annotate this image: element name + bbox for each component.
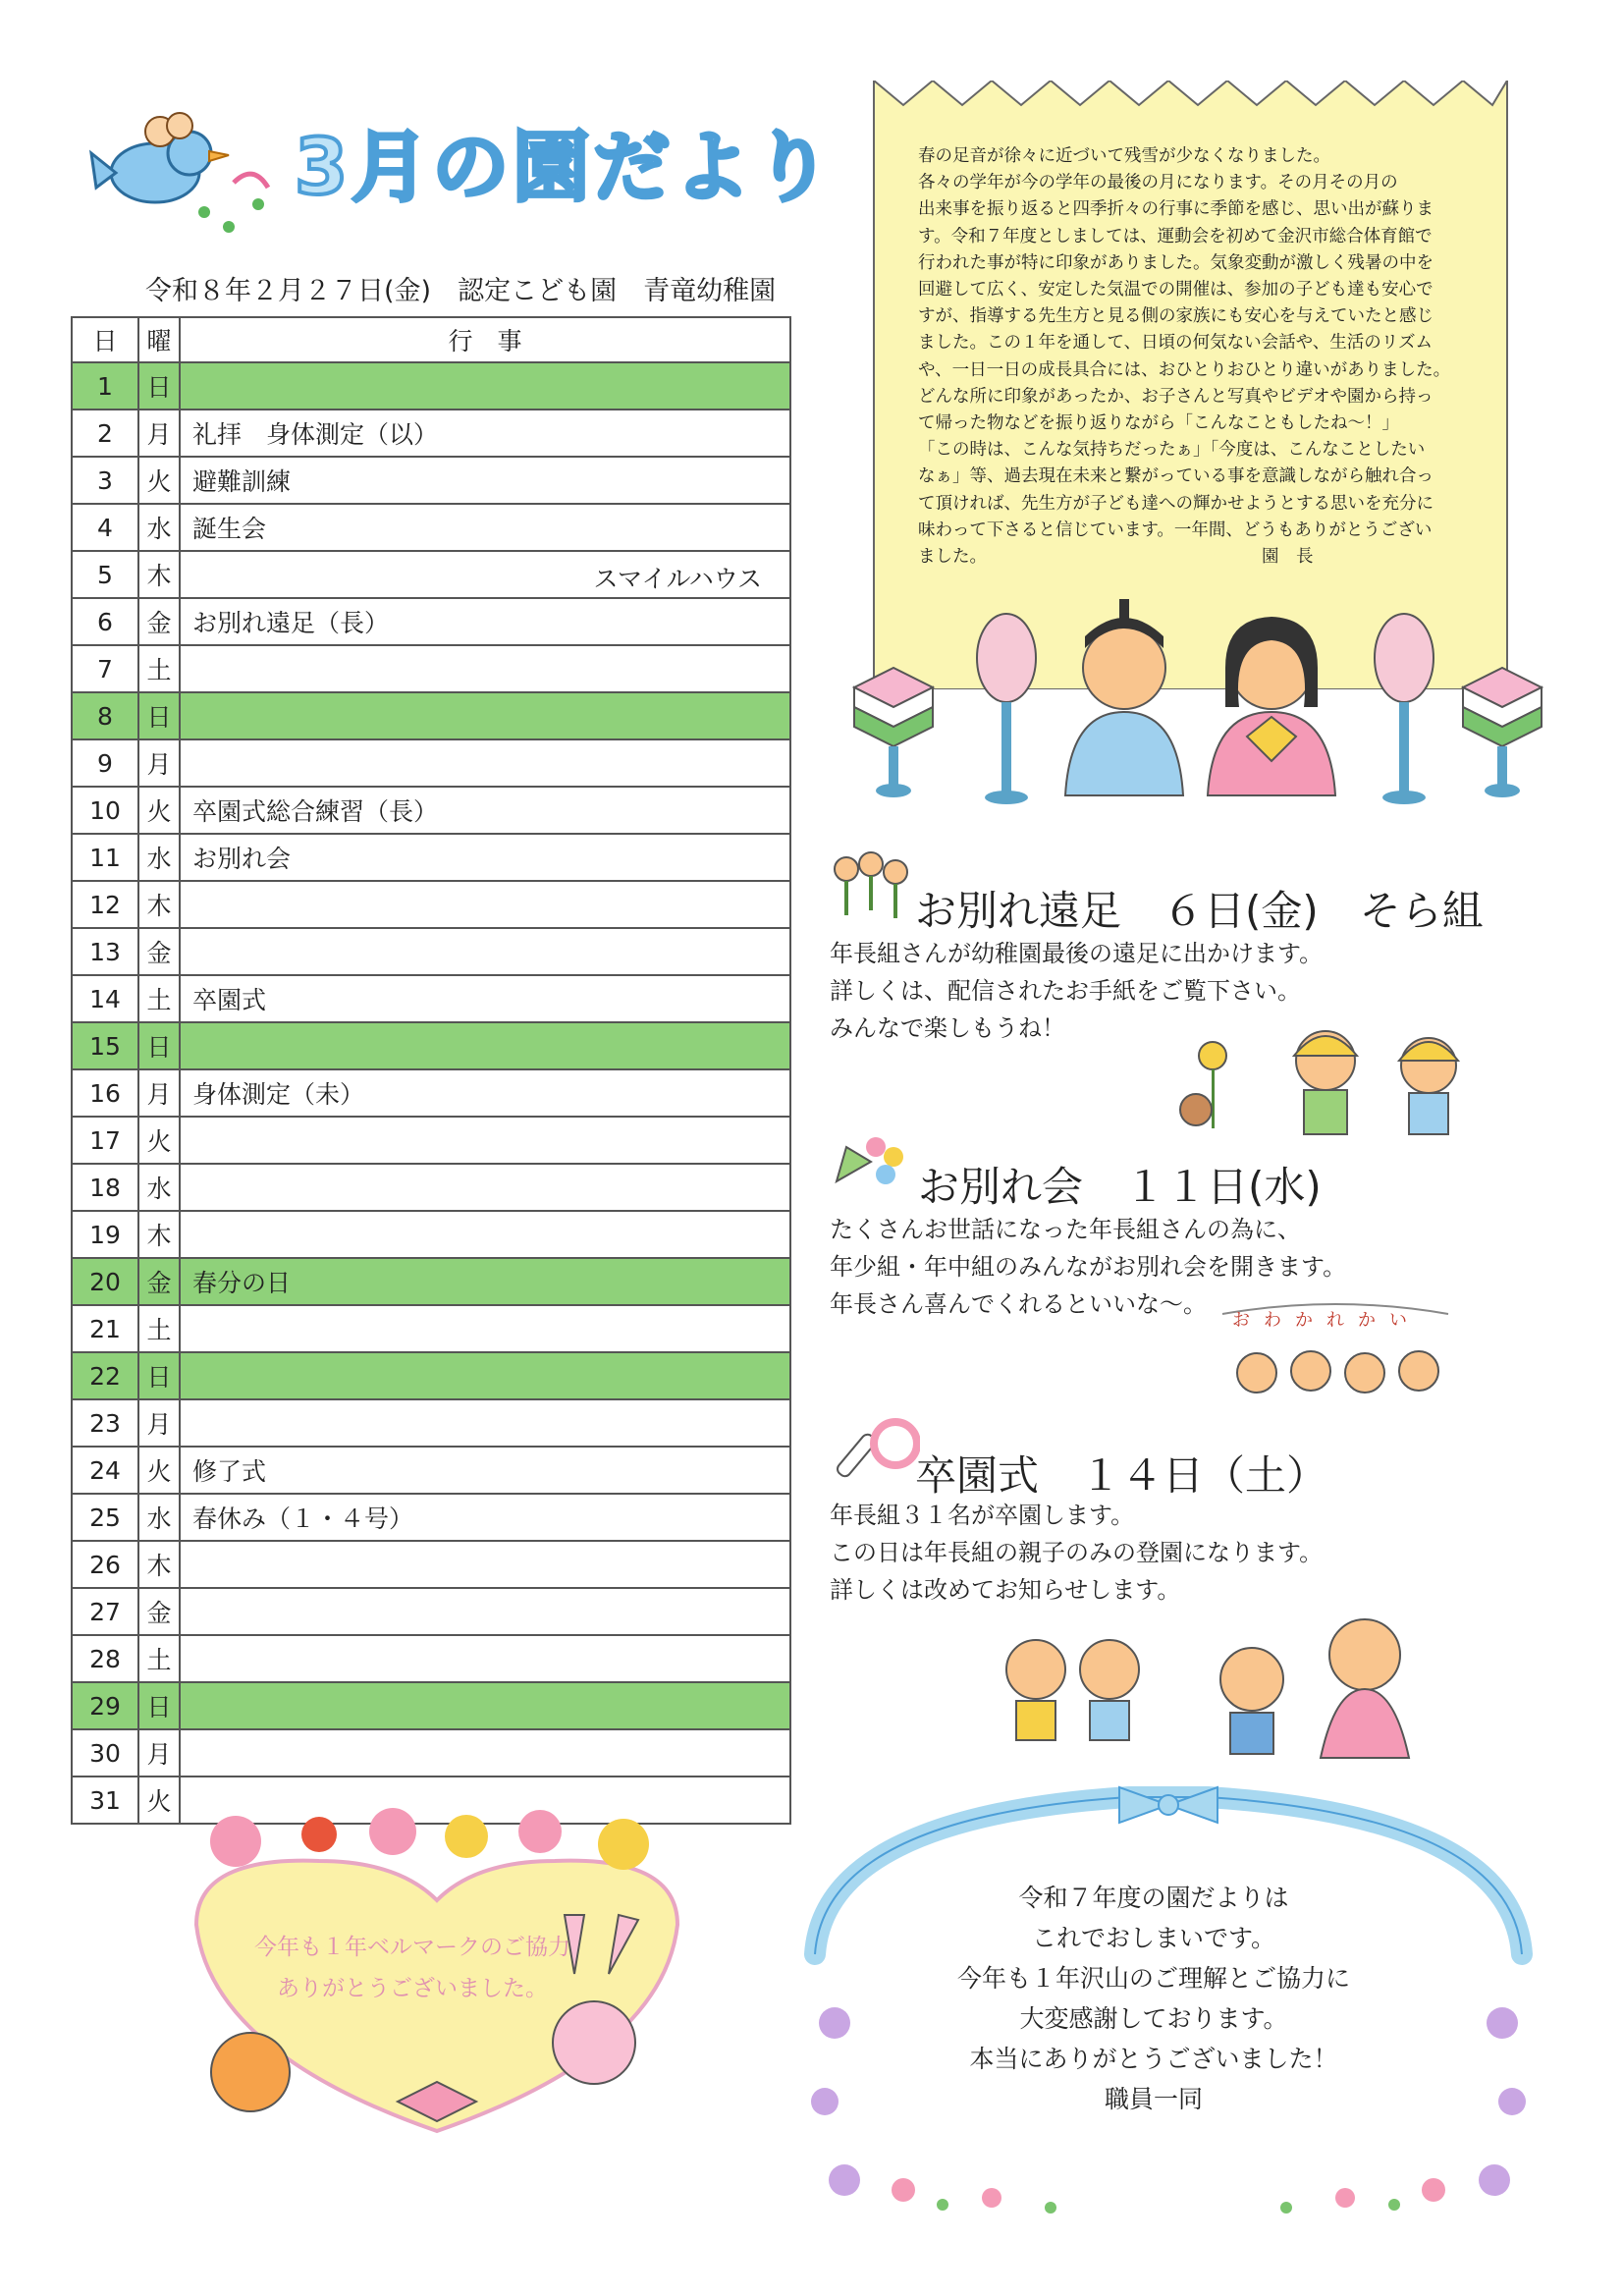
calendar-event (180, 739, 790, 787)
calendar-day: 27 (72, 1588, 138, 1635)
calendar-event-text: 誕生会 (192, 515, 267, 543)
calendar-weekday: 木 (138, 551, 180, 598)
calendar-row (72, 1022, 790, 1069)
calendar-day: 17 (72, 1117, 138, 1164)
bellmark-line: ありがとうございました。 (277, 1976, 548, 2001)
calendar-event (180, 1117, 790, 1164)
closing-line: 今年も１年沢山のご理解とご協力に (956, 1964, 1350, 1993)
message-line: や、一日一日の成長具合には、おひとりおひとり違いがありました。 (918, 359, 1451, 380)
message-line: 春の足音が徐々に近づいて残雪が少なくなりました。 (918, 146, 1330, 166)
farewell-banner: おわかれかい (1232, 1310, 1421, 1331)
calendar-row (72, 692, 790, 739)
calendar-day: 9 (72, 739, 138, 787)
calendar-weekday: 日 (138, 1022, 180, 1069)
closing-line: これでおしまいです。 (1031, 1924, 1275, 1952)
calendar-day: 31 (72, 1777, 138, 1824)
calendar-weekday: 土 (138, 975, 180, 1022)
calendar-event-text: 春分の日 (192, 1269, 292, 1297)
calendar-row (72, 1635, 790, 1682)
calendar-day: 16 (72, 1069, 138, 1117)
calendar-event-text: お別れ会 (192, 845, 292, 873)
diploma-icon (827, 1414, 920, 1483)
excursion-line: 年長組さんが幼稚園最後の遠足に出かけます。 (830, 940, 1324, 967)
calendar-day: 20 (72, 1258, 138, 1305)
calendar-row (72, 362, 790, 410)
calendar-row (72, 504, 790, 551)
excursion-line: みんなで楽しもうね！ (830, 1014, 1065, 1042)
calendar-row (72, 881, 790, 928)
farewell-line: たくさんお世話になった年長組さんの為に、 (830, 1216, 1301, 1243)
event-calendar (71, 316, 791, 1825)
header-weekday: 曜 (138, 317, 180, 362)
calendar-event (180, 1399, 790, 1447)
calendar-day: 8 (72, 692, 138, 739)
calendar-day: 25 (72, 1494, 138, 1541)
calendar-row (72, 787, 790, 834)
graduation-line: 年長組３１名が卒園します。 (830, 1502, 1135, 1529)
message-line: て帰った物などを振り返りながら「こんなこともしたね～！」 (918, 413, 1399, 434)
message-line: 出来事を振り返ると四季折々の行事に季節を感じ、思い出が蘇りま (918, 199, 1434, 220)
calendar-event (180, 881, 790, 928)
message-closing-text: ました。 (918, 547, 987, 568)
calendar-row (72, 928, 790, 975)
calendar-weekday: 金 (138, 1588, 180, 1635)
calendar-row (72, 1494, 790, 1541)
calendar-event-text: お別れ遠足（長） (192, 609, 390, 637)
calendar-event (180, 1447, 790, 1494)
header-events: 行 事 (180, 317, 790, 362)
calendar-row (72, 1258, 790, 1305)
calendar-weekday: 月 (138, 1069, 180, 1117)
closing-line: 令和７年度の園だよりは (1018, 1884, 1289, 1912)
message-line: すが、指導する先生方と見る側の家族にも安心を与えていたと感じ (918, 306, 1434, 327)
closing-line: 大変感謝しております。 (1019, 2004, 1288, 2033)
calendar-row (72, 1682, 790, 1729)
calendar-weekday: 木 (138, 881, 180, 928)
calendar-event (180, 1211, 790, 1258)
calendar-row (72, 457, 790, 504)
calendar-row (72, 975, 790, 1022)
message-line: ました。この１年を通して、日頃の何気ない会話や、生活のリズム (918, 333, 1433, 354)
calendar-event (180, 1069, 790, 1117)
calendar-body (72, 362, 790, 1824)
graduation-line: 詳しくは改めてお知らせします。 (830, 1576, 1181, 1604)
calendar-weekday: 火 (138, 457, 180, 504)
calendar-day: 2 (72, 410, 138, 457)
calendar-day: 13 (72, 928, 138, 975)
calendar-row (72, 645, 790, 692)
calendar-event (180, 598, 790, 645)
calendar-event (180, 928, 790, 975)
calendar-row (72, 1164, 790, 1211)
calendar-event (180, 1541, 790, 1588)
message-line: なぁ」等、過去現在未来と繋がっている事を意識しながら触れ合っ (918, 466, 1434, 487)
calendar-event-text: 礼拝 身体測定（以） (192, 420, 439, 449)
message-line: どんな所に印象があったか、お子さんと写真やビデオや園から持っ (918, 386, 1434, 407)
calendar-weekday: 月 (138, 410, 180, 457)
calendar-weekday: 木 (138, 1541, 180, 1588)
calendar-day: 26 (72, 1541, 138, 1588)
calendar-row (72, 1069, 790, 1117)
calendar-weekday: 水 (138, 1164, 180, 1211)
closing-signature: 職員一同 (1104, 2085, 1203, 2113)
calendar-row (72, 739, 790, 787)
calendar-event (180, 362, 790, 410)
calendar-row (72, 1352, 790, 1399)
calendar-event (180, 504, 790, 551)
calendar-day: 18 (72, 1164, 138, 1211)
calendar-event-text: 卒園式 (192, 986, 267, 1014)
calendar-event-text: 卒園式総合練習（長） (192, 797, 439, 826)
calendar-event (180, 787, 790, 834)
calendar-weekday: 土 (138, 1635, 180, 1682)
calendar-weekday: 木 (138, 1211, 180, 1258)
calendar-event-text: 身体測定（未） (192, 1080, 365, 1109)
message-line: て頂ければ、先生方が子ども達への輝かせようとする思いを充分に (918, 493, 1434, 514)
message-line: 行われた事が特に印象がありました。気象変動が激しく残暑の中を (918, 252, 1434, 273)
calendar-weekday: 日 (138, 692, 180, 739)
closing-message (884, 1878, 1424, 2119)
calendar-row (72, 1447, 790, 1494)
calendar-event-text: 避難訓練 (192, 467, 292, 496)
calendar-event (180, 1588, 790, 1635)
calendar-weekday: 火 (138, 1117, 180, 1164)
calendar-event (180, 1352, 790, 1399)
graduation-line: この日は年長組の親子のみの登園になります。 (830, 1539, 1324, 1566)
calendar-weekday: 月 (138, 1399, 180, 1447)
calendar-weekday: 水 (138, 834, 180, 881)
calendar-row (72, 598, 790, 645)
calendar-day: 6 (72, 598, 138, 645)
calendar-weekday: 火 (138, 1777, 180, 1824)
calendar-row (72, 834, 790, 881)
calendar-event (180, 834, 790, 881)
message-signature: 園 長 (1262, 547, 1314, 568)
calendar-row (72, 551, 790, 598)
calendar-day: 24 (72, 1447, 138, 1494)
calendar-day: 3 (72, 457, 138, 504)
calendar-event (180, 1305, 790, 1352)
farewell-line: 年長さん喜んでくれるといいな～。 (830, 1290, 1207, 1318)
calendar-event (180, 551, 790, 598)
calendar-weekday: 土 (138, 1305, 180, 1352)
calendar-row (72, 1399, 790, 1447)
message-line: す。令和７年度としましては、運動会を初めて金沢市総合体育館で (918, 226, 1433, 246)
excursion-line: 詳しくは、配信されたお手紙をご覧下さい。 (830, 977, 1301, 1005)
calendar-event-text: 春休み（１・４号） (192, 1504, 414, 1533)
calendar-event (180, 1682, 790, 1729)
excursion-children-illustration (1168, 1011, 1483, 1149)
calendar-day: 22 (72, 1352, 138, 1399)
excursion-title: お別れ遠足 ６日(金) そら組 (915, 887, 1484, 935)
calendar-day: 23 (72, 1399, 138, 1447)
calendar-row (72, 410, 790, 457)
calendar-event (180, 1494, 790, 1541)
calendar-event (180, 1022, 790, 1069)
calendar-weekday: 金 (138, 1258, 180, 1305)
principal-message (918, 143, 1463, 571)
message-line: 各々の学年が今の学年の最後の月になります。その月その月の (918, 173, 1398, 193)
hina-dolls-illustration (835, 589, 1561, 825)
calendar-day: 7 (72, 645, 138, 692)
calendar-event (180, 1635, 790, 1682)
bird-children-illustration (86, 94, 283, 242)
calendar-day: 4 (72, 504, 138, 551)
children-head-icon (827, 845, 915, 933)
page-title: 3月の園だより (295, 124, 836, 212)
farewell-title: お別れ会 １１日(水) (918, 1163, 1322, 1211)
calendar-event (180, 975, 790, 1022)
header-day: 日 (72, 317, 138, 362)
calendar-event-text: 修了式 (192, 1457, 267, 1486)
calendar-weekday: 金 (138, 928, 180, 975)
calendar-header-row (72, 317, 790, 362)
calendar-row (72, 1588, 790, 1635)
calendar-event (180, 1729, 790, 1777)
calendar-day: 30 (72, 1729, 138, 1777)
calendar-weekday: 土 (138, 645, 180, 692)
bellmark-message (196, 1927, 628, 2009)
calendar-event (180, 1258, 790, 1305)
calendar-weekday: 月 (138, 1729, 180, 1777)
calendar-weekday: 日 (138, 1352, 180, 1399)
calendar-weekday: 月 (138, 739, 180, 787)
bouquet-icon (827, 1127, 915, 1196)
calendar-day: 1 (72, 362, 138, 410)
calendar-event-right: スマイルハウス (593, 565, 762, 593)
calendar-day: 21 (72, 1305, 138, 1352)
calendar-day: 29 (72, 1682, 138, 1729)
calendar-day: 28 (72, 1635, 138, 1682)
calendar-event (180, 692, 790, 739)
calendar-day: 15 (72, 1022, 138, 1069)
bellmark-line: 今年も１年ベルマークのご協力 (254, 1935, 570, 1960)
graduation-children-illustration (977, 1591, 1468, 1763)
farewell-line: 年少組・年中組のみんながお別れ会を開きます。 (830, 1253, 1347, 1281)
calendar-weekday: 火 (138, 787, 180, 834)
calendar-weekday: 日 (138, 362, 180, 410)
closing-line: 本当にありがとうございました！ (969, 2045, 1338, 2073)
calendar-day: 14 (72, 975, 138, 1022)
calendar-row (72, 1541, 790, 1588)
calendar-event (180, 410, 790, 457)
calendar-weekday: 火 (138, 1447, 180, 1494)
calendar-row (72, 1729, 790, 1777)
calendar-weekday: 水 (138, 504, 180, 551)
calendar-weekday: 日 (138, 1682, 180, 1729)
calendar-weekday: 水 (138, 1494, 180, 1541)
calendar-weekday: 金 (138, 598, 180, 645)
issue-dateline: 令和８年２月２７日(金) 認定こども園 青竜幼稚園 (145, 276, 777, 306)
calendar-row (72, 1117, 790, 1164)
calendar-day: 12 (72, 881, 138, 928)
message-line: 味わって下さると信じています。一年間、どうもありがとうござい (918, 519, 1433, 540)
message-line: 回避して広く、安定した気温での開催は、参加の子ども達も安心で (918, 280, 1434, 301)
calendar-event (180, 645, 790, 692)
calendar-day: 10 (72, 787, 138, 834)
message-last-line (918, 544, 1463, 571)
message-line: 「この時は、こんな気持ちだったぁ」「今度は、こんなことしたい (918, 440, 1426, 461)
calendar-day: 5 (72, 551, 138, 598)
calendar-row (72, 1211, 790, 1258)
calendar-row (72, 1305, 790, 1352)
calendar-day: 11 (72, 834, 138, 881)
calendar-event (180, 457, 790, 504)
calendar-event (180, 1164, 790, 1211)
graduation-title: 卒園式 １４日（土） (915, 1451, 1328, 1500)
calendar-day: 19 (72, 1211, 138, 1258)
